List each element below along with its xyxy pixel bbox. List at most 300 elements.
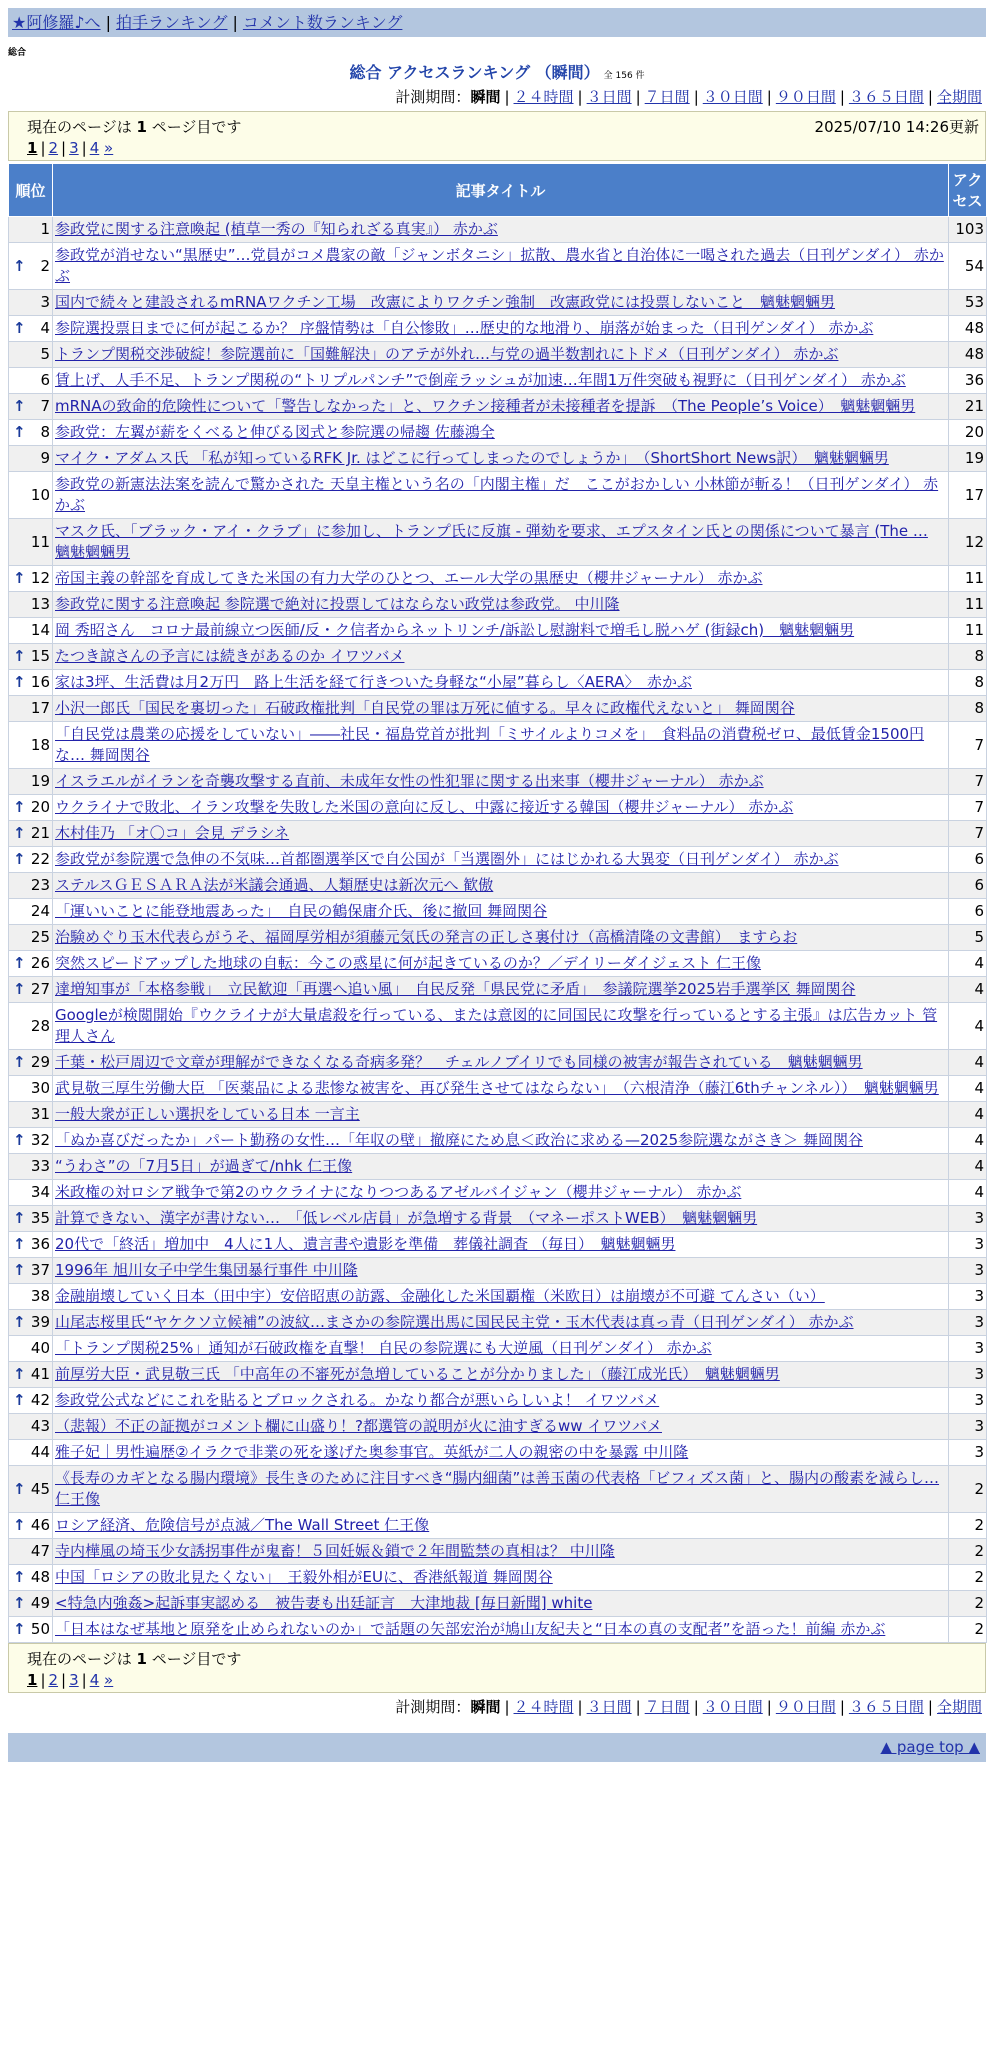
title-cell: [53, 644, 949, 670]
period-option-2[interactable]: ３日間: [586, 1698, 632, 1716]
title-cell: [53, 1003, 949, 1050]
pager-link-4[interactable]: 4: [89, 1671, 100, 1689]
rank-number: 3: [40, 293, 50, 311]
article-link[interactable]: 参政党に関する注意喚起 (植草一秀の『知られざる真実』） 赤かぶ: [55, 220, 498, 238]
rank-up-icon: ↑: [13, 980, 26, 998]
table-row: [9, 1003, 987, 1050]
period-option-6[interactable]: ３６５日間: [848, 1698, 924, 1716]
article-link[interactable]: 参政党が消せない“黒歴史”…党員がコメ農家の敵「ジャンボタニシ」拡散、農水省と自治体に一喝された過去（日刊ゲンダイ） 赤かぶ: [55, 246, 944, 285]
current-page-pre: 現在のページは: [27, 1650, 137, 1668]
title-cell: [53, 1206, 949, 1232]
access-count: 7: [949, 769, 987, 795]
access-count: 3: [949, 1440, 987, 1466]
article-link[interactable]: 金融崩壊していく日本（田中宇）安倍昭恵の訪露、金融化した米国覇権（米欧日）は崩壊が不可避 てんさい（い）: [55, 1287, 825, 1305]
category-label: 総合: [8, 48, 27, 58]
period-separator: |: [577, 1698, 583, 1716]
nav-separator: |: [105, 13, 111, 32]
period-option-7[interactable]: 全期間: [936, 1698, 982, 1716]
rank-number: 23: [30, 876, 50, 894]
period-option-3[interactable]: ７日間: [644, 1698, 690, 1716]
period-option-5[interactable]: ９０日間: [775, 1698, 836, 1716]
article-link[interactable]: 前厚労大臣・武見敬三氏 「中高年の不審死が急増していることが分かりました」（藤江成光氏） 魑魅魍魎男: [55, 1365, 780, 1383]
article-link[interactable]: 賃上げ、人手不足、トランプ関税の“トリプルパンチ”で倒産ラッシュが加速…年間1万件突破も視野に（日刊ゲンダイ） 赤かぶ: [55, 371, 906, 389]
article-link[interactable]: 米政権の対ロシア戦争で第2のウクライナになりつつあるアゼルバイジャン（櫻井ジャーナル） 赤かぶ: [55, 1183, 742, 1201]
pager-separator: |: [81, 1671, 87, 1689]
table-row: [9, 592, 987, 618]
rank-cell: [9, 951, 53, 977]
article-link[interactable]: 計算できない、漢字が書けない… 「低レベル店員」が急増する背景 （マネーポストWEB） 魑魅魍魎男: [55, 1209, 758, 1227]
table-row: [9, 1284, 987, 1310]
rank-up-icon: ↑: [13, 850, 26, 868]
access-count: 12: [949, 519, 987, 566]
period-separator: |: [504, 88, 510, 106]
rank-cell: [9, 1232, 53, 1258]
rank-cell: [9, 342, 53, 368]
pager-separator: |: [81, 139, 87, 157]
title-cell: [53, 1414, 949, 1440]
rank-number: 48: [30, 1568, 50, 1586]
title-cell: [53, 394, 949, 420]
access-count: 8: [949, 670, 987, 696]
title-cell: [53, 847, 949, 873]
period-option-6[interactable]: ３６５日間: [848, 88, 924, 106]
table-row: [9, 899, 987, 925]
article-link[interactable]: 参政党公式などにこれを貼るとブロックされる。かなり都合が悪いらしいよ！ イワツバメ: [55, 1391, 660, 1409]
period-separator: |: [766, 1698, 772, 1716]
table-row: [9, 1414, 987, 1440]
rank-number: 41: [30, 1365, 50, 1383]
table-row: [9, 1539, 987, 1565]
rank-up-icon: ↑: [13, 1131, 26, 1149]
rank-cell: [9, 1076, 53, 1102]
table-row: [9, 1102, 987, 1128]
access-count: 8: [949, 696, 987, 722]
footer-bar: [8, 1733, 986, 1762]
access-count: 4: [949, 1180, 987, 1206]
access-count: 5: [949, 925, 987, 951]
access-count: 4: [949, 1154, 987, 1180]
title-cell: [53, 1362, 949, 1388]
rank-cell: [9, 899, 53, 925]
table-row: [9, 1206, 987, 1232]
article-link[interactable]: マイク・アダムス氏 「私が知っているRFK Jr. はどこに行ってしまったのでしょうか」 （ShortShort News訳） 魑魅魍魎男: [55, 449, 889, 467]
current-page-number: 1: [136, 118, 147, 136]
rank-number: 5: [40, 345, 50, 363]
rank-number: 32: [30, 1131, 50, 1149]
rank-cell: [9, 1414, 53, 1440]
table-row: [9, 925, 987, 951]
pager-link-3[interactable]: 3: [69, 1671, 79, 1689]
rank-number: 27: [30, 980, 50, 998]
rank-number: 28: [30, 1016, 50, 1035]
period-separator: |: [577, 88, 583, 106]
article-link[interactable]: たつき諒さんの予言には続きがあるのか イワツバメ: [55, 647, 405, 665]
article-link[interactable]: 突然スピードアップした地球の自転：今この惑星に何が起きているのか？／デイリーダイジェスト 仁王像: [55, 954, 762, 972]
rank-cell: [9, 1003, 53, 1050]
page-title-text: 総合 アクセスランキング （瞬間）: [349, 63, 600, 82]
pager-next[interactable]: »: [104, 1671, 114, 1689]
rank-number: 19: [30, 772, 50, 790]
article-link[interactable]: マスク氏、「ブラック・アイ・クラブ」に参加し、トランプ氏に反旗 - 弾劾を要求、エプスタイン氏との関係について暴言 (The … 魑魅魍魎男: [55, 522, 928, 561]
current-page-post: ページ目です: [146, 1650, 242, 1668]
title-cell: [53, 316, 949, 342]
pager-separator: |: [61, 139, 67, 157]
title-cell: [53, 1154, 949, 1180]
access-count: 3: [949, 1206, 987, 1232]
period-option-1[interactable]: ２４時間: [513, 88, 574, 106]
article-link[interactable]: 一般大衆が正しい選択をしている日本 一言主: [55, 1105, 360, 1123]
rank-cell: [9, 290, 53, 316]
rank-number: 36: [30, 1235, 50, 1253]
table-row: [9, 847, 987, 873]
rank-cell: [9, 1440, 53, 1466]
article-link[interactable]: 参院選投票日までに何が起こるか？ 序盤情勢は「自公惨敗」…歴史的な地滑り、崩落が始まった（日刊ゲンダイ） 赤かぶ: [55, 319, 874, 337]
rank-cell: [9, 1128, 53, 1154]
table-row: [9, 873, 987, 899]
table-row: [9, 1180, 987, 1206]
title-cell: [53, 1232, 949, 1258]
table-row: [9, 1617, 987, 1643]
period-option-4[interactable]: ３０日間: [702, 1698, 763, 1716]
article-link[interactable]: <特急内強姦>起訴事実認める 被告妻も出廷証言 大津地裁 [毎日新聞] white: [55, 1594, 593, 1612]
rank-number: 47: [30, 1542, 50, 1560]
rank-number: 4: [40, 319, 50, 337]
article-link[interactable]: イスラエルがイランを奇襲攻撃する直前、未成年女性の性犯罪に関する出来事（櫻井ジャーナル） 赤かぶ: [55, 772, 764, 790]
rank-number: 7: [40, 397, 50, 415]
rank-number: 16: [30, 673, 50, 691]
table-row: [9, 566, 987, 592]
title-cell: [53, 342, 949, 368]
ranking-table: [8, 163, 987, 1643]
access-count: 2: [949, 1617, 987, 1643]
title-cell: [53, 1466, 949, 1513]
article-link[interactable]: 中国「ロシアの敗北見たくない」 王毅外相がEUに、香港紙報道 舞岡関谷: [55, 1568, 553, 1586]
rank-number: 46: [30, 1516, 50, 1534]
rank-number: 43: [30, 1417, 50, 1435]
title-cell: [53, 1102, 949, 1128]
title-cell: [53, 1617, 949, 1643]
article-link[interactable]: 家は3坪、生活費は月2万円 路上生活を経て行きついた身軽な“小屋”暮らし〈AERA〉 赤かぶ: [55, 673, 692, 691]
article-link[interactable]: 岡 秀昭さん コロナ最前線立つ医師/反・ク信者からネットリンチ/訴訟し慰謝料で増毛し脱ハゲ (街録ch) 魑魅魍魎男: [55, 621, 855, 639]
table-row: [9, 394, 987, 420]
rank-cell: [9, 1539, 53, 1565]
current-page-text: [27, 116, 241, 137]
article-link[interactable]: 「運いいことに能登地震あった」 自民の鶴保庸介氏、後に撤回 舞岡関谷: [55, 902, 548, 920]
table-row: [9, 1591, 987, 1617]
rank-number: 6: [40, 371, 50, 389]
table-row: [9, 1388, 987, 1414]
period-separator: |: [635, 88, 641, 106]
rank-up-icon: ↑: [13, 397, 26, 415]
title-cell: [53, 722, 949, 769]
title-cell: [53, 1310, 949, 1336]
rank-up-icon: ↑: [13, 1516, 26, 1534]
article-link[interactable]: 小沢一郎氏「国民を裏切った」石破政権批判「自民党の罪は万死に値する。早々に政権代えないと」 舞岡関谷: [55, 699, 795, 717]
rank-number: 11: [30, 532, 50, 551]
table-row: [9, 1076, 987, 1102]
table-row: [9, 1440, 987, 1466]
article-link[interactable]: （悲報）不正の証拠がコメント欄に山盛り！?都選管の説明が火に油すぎるww イワツバメ: [55, 1417, 662, 1435]
pager-link-2[interactable]: 2: [48, 1671, 59, 1689]
top-nav-bar: [8, 8, 986, 37]
rank-up-icon: ↑: [13, 673, 26, 691]
article-link[interactable]: mRNAの致命的危険性について「警告しなかった」と、ワクチン接種者が未接種者を提訴 （The People’s Voice） 魑魅魍魎男: [55, 397, 916, 415]
rank-number: 25: [30, 928, 50, 946]
article-link[interactable]: 《長寿のカギとなる腸内環境》長生きのために注目すべき“腸内細菌”は善玉菌の代表格「ビフィズス菌」と、腸内の酸素を減らし… 仁王像: [55, 1469, 940, 1508]
rank-number: 49: [30, 1594, 50, 1612]
period-separator: |: [693, 88, 699, 106]
rank-cell: [9, 1206, 53, 1232]
rank-up-icon: ↑: [13, 1568, 26, 1586]
period-selector-top: [395, 86, 982, 107]
article-link[interactable]: 木村佳乃 「オ〇コ」会見 デラシネ: [55, 824, 290, 842]
title-cell: [53, 446, 949, 472]
access-count: 54: [949, 243, 987, 290]
pager-separator: |: [61, 1671, 67, 1689]
rank-number: 17: [30, 699, 50, 717]
article-link[interactable]: 参政党の新憲法法案を読んで驚かされた 天皇主権という名の「内閣主権」だ ここがおかしい 小林節が斬る！（日刊ゲンダイ） 赤かぶ: [55, 475, 939, 514]
article-link[interactable]: “うわさ”の「7月5日」が過ぎて/nhk 仁王像: [55, 1157, 353, 1175]
rank-number: 21: [30, 824, 50, 842]
rank-cell: [9, 977, 53, 1003]
current-page-number: 1: [136, 1650, 147, 1668]
access-count: 4: [949, 1003, 987, 1050]
table-row: [9, 696, 987, 722]
article-link[interactable]: 国内で続々と建設されるmRNAワクチン工場 改憲によりワクチン強制 改憲政党には投票しないこと 魑魅魍魎男: [55, 293, 836, 311]
current-page-pre: 現在のページは: [27, 118, 137, 136]
rank-number: 12: [30, 569, 50, 587]
period-current: 瞬間: [470, 1698, 501, 1716]
rank-up-icon: ↑: [13, 1594, 26, 1612]
rank-number: 39: [30, 1313, 50, 1331]
rank-cell: [9, 769, 53, 795]
article-link[interactable]: 雅子妃｜男性遍歴②イラクで非業の死を遂げた奥参事官。英紙が二人の親密の中を暴露 中川隆: [55, 1443, 689, 1461]
title-cell: [53, 592, 949, 618]
rank-cell: [9, 1258, 53, 1284]
period-current: 瞬間: [470, 88, 501, 106]
rank-up-icon: ↑: [13, 954, 26, 972]
title-cell: [53, 217, 949, 243]
rank-cell: [9, 722, 53, 769]
rank-cell: [9, 217, 53, 243]
article-link[interactable]: 「自民党は農業の応援をしていない」――社民・福島党首が批判「ミサイルよりコメを」 食料品の消費税ゼロ、最低賃金1500円な… 舞岡関谷: [55, 725, 925, 764]
rank-up-icon: ↑: [13, 647, 26, 665]
article-link[interactable]: 達増知事が「本格参戦」 立民歓迎「再選へ追い風」 自民反発「県民党に矛盾」 参議院選挙2025岩手選挙区 舞岡関谷: [55, 980, 856, 998]
pager-separator: |: [40, 1671, 46, 1689]
table-row: [9, 316, 987, 342]
page-info-bottom: [8, 1643, 986, 1693]
rank-cell: [9, 644, 53, 670]
access-count: 17: [949, 472, 987, 519]
rank-number: 13: [30, 595, 50, 613]
rank-cell: [9, 472, 53, 519]
rank-cell: [9, 821, 53, 847]
updated-timestamp: 2025/07/10 14:26更新: [814, 118, 979, 136]
title-cell: [53, 769, 949, 795]
table-row: [9, 1565, 987, 1591]
period-separator: |: [504, 1698, 510, 1716]
rank-up-icon: ↑: [13, 798, 26, 816]
rank-number: 1: [40, 220, 50, 238]
table-row: [9, 342, 987, 368]
table-row: [9, 1362, 987, 1388]
article-link[interactable]: 1996年 旭川女子中学生集団暴行事件 中川隆: [55, 1261, 358, 1279]
rank-number: 44: [30, 1443, 50, 1461]
article-link[interactable]: ステルスＧＥＳＡＲＡ法が米議会通過、人類歴史は新次元へ 歓傲: [55, 876, 494, 894]
title-cell: [53, 1076, 949, 1102]
rank-cell: [9, 795, 53, 821]
table-row: [9, 722, 987, 769]
current-page-text: [27, 1648, 241, 1669]
period-option-7[interactable]: 全期間: [936, 88, 982, 106]
rank-number: 33: [30, 1157, 50, 1175]
rank-number: 50: [30, 1620, 50, 1638]
access-count: 21: [949, 394, 987, 420]
title-cell: [53, 1539, 949, 1565]
table-row: [9, 795, 987, 821]
pagination: [27, 1671, 113, 1689]
title-cell: [53, 1513, 949, 1539]
rank-cell: [9, 847, 53, 873]
article-link[interactable]: 参政党：左翼が薪をくべると伸びる図式と参院選の帰趨 佐藤鴻全: [55, 423, 495, 441]
rank-number: 30: [30, 1079, 50, 1097]
table-row: [9, 420, 987, 446]
article-link[interactable]: 20代で「終活」増加中 4人に1人、遺言書や遺影を準備 葬儀社調査 （毎日） 魑魅魍魎男: [55, 1235, 676, 1253]
table-row: [9, 1128, 987, 1154]
access-count: 3: [949, 1362, 987, 1388]
header-rank: 順位: [9, 164, 53, 217]
access-count: 7: [949, 722, 987, 769]
rank-up-icon: ↑: [13, 319, 26, 337]
table-row: [9, 217, 987, 243]
title-cell: [53, 925, 949, 951]
rank-up-icon: ↑: [13, 1620, 26, 1638]
table-row: [9, 243, 987, 290]
article-link[interactable]: 千葉・松戸周辺で文章が理解ができなくなる奇病多発？ チェルノブイリでも同様の被害が報告されている 魑魅魍魎男: [55, 1053, 863, 1071]
title-cell: [53, 977, 949, 1003]
home-link[interactable]: ★阿修羅♪へ: [12, 13, 101, 32]
article-link[interactable]: Googleが検閲開始『ウクライナが大量虐殺を行っている、または意図的に同国民に攻撃を行っているとする主張』は広告カット 管理人さん: [55, 1006, 938, 1045]
title-cell: [53, 873, 949, 899]
article-link[interactable]: 帝国主義の幹部を育成してきた米国の有力大学のひとつ、エール大学の黒歴史（櫻井ジャーナル） 赤かぶ: [55, 569, 763, 587]
pager-link-3[interactable]: 3: [69, 139, 79, 157]
access-count: 11: [949, 566, 987, 592]
rank-number: 38: [30, 1287, 50, 1305]
page-top-link[interactable]: ▲ page top ▲: [880, 1738, 980, 1756]
access-count: 4: [949, 977, 987, 1003]
title-cell: [53, 795, 949, 821]
nav-separator: |: [232, 13, 238, 32]
access-count: 3: [949, 1258, 987, 1284]
article-link[interactable]: 「トランプ関税25%」通知が石破政権を直撃！ 自民の参院選にも大逆風（日刊ゲンダイ） 赤かぶ: [55, 1339, 712, 1357]
rank-number: 26: [30, 954, 50, 972]
article-link[interactable]: 参政党に関する注意喚起 参院選で絶対に投票してはならない政党は参政党。 中川隆: [55, 595, 620, 613]
rank-number: 14: [30, 621, 50, 639]
title-cell: [53, 420, 949, 446]
rank-cell: [9, 925, 53, 951]
table-row: [9, 368, 987, 394]
pager-next[interactable]: »: [104, 139, 114, 157]
rank-cell: [9, 1102, 53, 1128]
period-option-2[interactable]: ３日間: [586, 88, 632, 106]
rank-cell: [9, 1617, 53, 1643]
article-link[interactable]: ウクライナで敗北、イラン攻撃を失敗した米国の意向に反し、中露に接近する韓国（櫻井ジャーナル） 赤かぶ: [55, 798, 794, 816]
period-option-1[interactable]: ２４時間: [513, 1698, 574, 1716]
access-count: 3: [949, 1388, 987, 1414]
period-option-3[interactable]: ７日間: [644, 88, 690, 106]
rank-number: 9: [40, 449, 50, 467]
current-page-post: ページ目です: [146, 118, 242, 136]
rank-cell: [9, 592, 53, 618]
article-link[interactable]: ロシア経済、危険信号が点滅／The Wall Street 仁王像: [55, 1516, 430, 1534]
table-row: [9, 1154, 987, 1180]
article-link[interactable]: 参政党が参院選で急伸の不気味…首都圏選挙区で自公国が「当選圏外」にはじかれる大異変（日刊ゲンダイ） 赤かぶ: [55, 850, 839, 868]
article-link[interactable]: 武見敬三厚生労働大臣 「医薬品による悲惨な被害を、再び発生させてはならない」 （六根清浄（藤江6thチャンネル）） 魑魅魍魎男: [55, 1079, 939, 1097]
period-option-4[interactable]: ３０日間: [702, 88, 763, 106]
access-count: 8: [949, 644, 987, 670]
period-label: 計測期間：: [395, 88, 471, 106]
rank-cell: [9, 1362, 53, 1388]
table-header-row: [9, 164, 987, 217]
title-cell: [53, 821, 949, 847]
access-count: 7: [949, 795, 987, 821]
article-link[interactable]: 山尾志桜里氏“ヤケクソ立候補”の波紋…まさかの参院選出馬に国民民主党・玉木代表は真っ青（日刊ゲンダイ） 赤かぶ: [55, 1313, 854, 1331]
access-count: 103: [949, 217, 987, 243]
rank-number: 22: [30, 850, 50, 868]
article-link[interactable]: 「ぬか喜びだったか」パート勤務の女性…「年収の壁」撤廃にため息＜政治に求める—2025参院選ながさき＞ 舞岡関谷: [55, 1131, 863, 1149]
table-row: [9, 472, 987, 519]
table-row: [9, 821, 987, 847]
rank-number: 20: [30, 798, 50, 816]
article-link[interactable]: 「日本はなぜ基地と原発を止められないのか」で話題の矢部宏治が鳩山友紀夫と“日本の真の支配者”を語った！前編 赤かぶ: [55, 1620, 886, 1638]
table-row: [9, 977, 987, 1003]
rank-number: 42: [30, 1391, 50, 1409]
rank-number: 10: [30, 485, 50, 504]
pager-link-2[interactable]: 2: [48, 139, 59, 157]
rank-cell: [9, 1513, 53, 1539]
rank-cell: [9, 1591, 53, 1617]
rank-up-icon: ↑: [13, 1479, 26, 1498]
pager-link-4[interactable]: 4: [89, 139, 100, 157]
access-count: 11: [949, 592, 987, 618]
comment-ranking-link[interactable]: コメント数ランキング: [242, 13, 403, 32]
period-selector-bottom: [395, 1696, 982, 1717]
article-link[interactable]: 寺内樺風の埼玉少女誘拐事件が鬼畜！５回妊娠＆鎖で２年間監禁の真相は？ 中川隆: [55, 1542, 615, 1560]
access-count: 7: [949, 821, 987, 847]
applause-ranking-link[interactable]: 拍手ランキング: [115, 13, 228, 32]
rank-up-icon: ↑: [13, 1209, 26, 1227]
article-link[interactable]: 治験めぐり玉木代表らがうそ、福岡厚労相が須藤元気氏の発言の正しさ裏付け（高橋清隆の文書館） ますらお: [55, 928, 798, 946]
access-count: 19: [949, 446, 987, 472]
table-row: [9, 670, 987, 696]
rank-cell: [9, 1310, 53, 1336]
rank-number: 37: [30, 1261, 50, 1279]
title-cell: [53, 899, 949, 925]
pager-current: 1: [27, 1671, 38, 1689]
article-link[interactable]: トランプ関税交渉破綻！参院選前に「国難解決」のアテが外れ…与党の過半数割れにトドメ（日刊ゲンダイ） 赤かぶ: [55, 345, 839, 363]
page-title: [0, 60, 994, 83]
period-separator: |: [839, 1698, 845, 1716]
rank-cell: [9, 420, 53, 446]
header-access: アクセス: [949, 164, 987, 217]
rank-cell: [9, 519, 53, 566]
title-cell: [53, 472, 949, 519]
period-option-5[interactable]: ９０日間: [775, 88, 836, 106]
access-count: 6: [949, 847, 987, 873]
rank-number: 35: [30, 1209, 50, 1227]
rank-cell: [9, 696, 53, 722]
title-cell: [53, 243, 949, 290]
